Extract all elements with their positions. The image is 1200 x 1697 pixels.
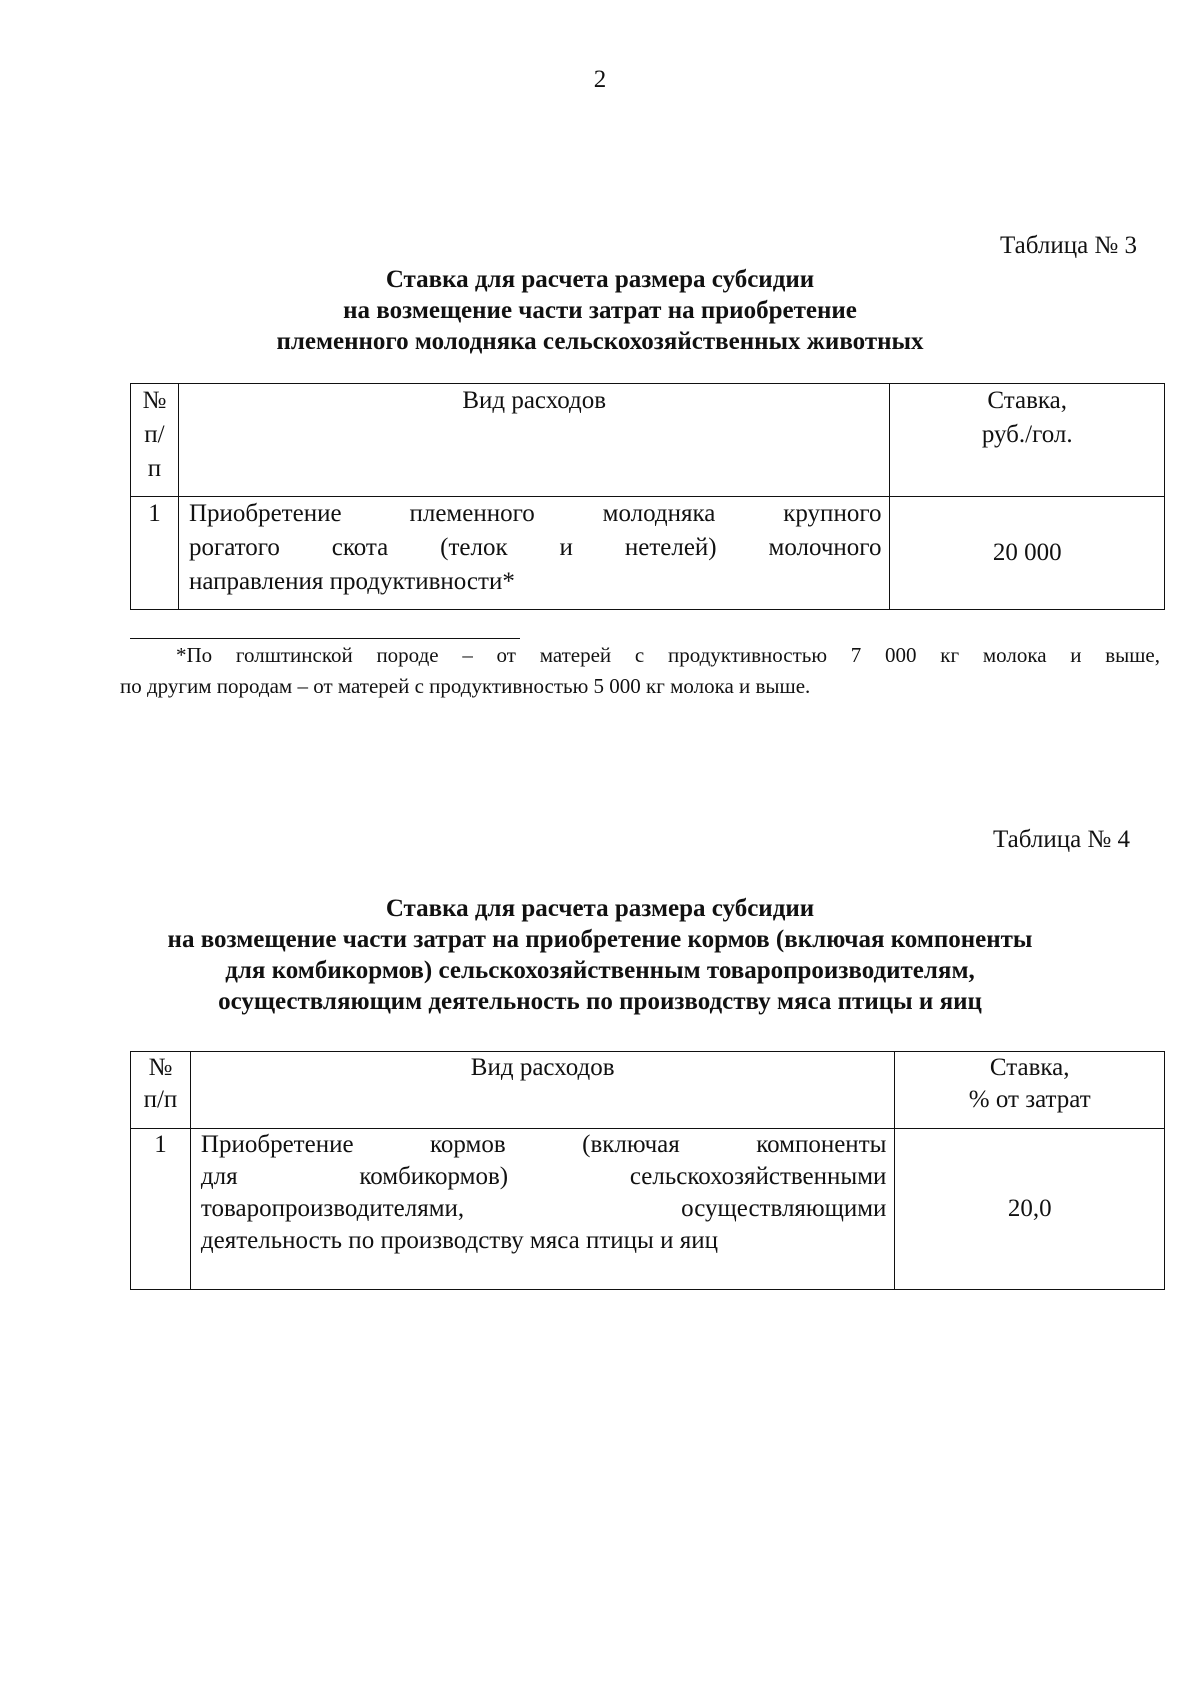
footnote-line: *По голштинской породе – от матерей с продуктивностью 7 000 кг молока и выше, bbox=[176, 643, 1160, 667]
header-expense-type: Вид расходов bbox=[190, 1052, 895, 1129]
description-line: рогатого скота (телок и нетелей) молочного bbox=[188, 534, 882, 561]
row-rate: 20,0 bbox=[895, 1129, 1165, 1290]
header-rate-line: % от затрат bbox=[968, 1086, 1091, 1113]
header-rate bbox=[895, 1052, 1165, 1129]
row-description bbox=[178, 497, 890, 610]
table-4-label: Таблица № 4 bbox=[993, 826, 1131, 853]
header-number bbox=[131, 1052, 191, 1129]
page-number: 2 bbox=[593, 66, 607, 93]
header-number-line: п/п bbox=[143, 1086, 178, 1113]
description-line: направления продуктивности* bbox=[188, 568, 515, 595]
title-line: Ставка для расчета размера субсидии bbox=[385, 895, 815, 922]
title-line: на возмещение части затрат на приобретение кормов (включая компоненты bbox=[167, 926, 1033, 953]
row-description bbox=[190, 1129, 895, 1290]
description-line: Приобретение племенного молодняка крупного bbox=[188, 500, 882, 527]
table-3-title bbox=[0, 264, 1200, 357]
table-3 bbox=[130, 383, 1165, 610]
row-number: 1 bbox=[131, 1129, 191, 1290]
header-number-line: № bbox=[142, 387, 167, 414]
table-4 bbox=[130, 1051, 1165, 1290]
footnote-line: по другим породам – от матерей с продуктивностью 5 000 кг молока и выше. bbox=[120, 674, 811, 698]
table-row bbox=[131, 1129, 1165, 1290]
header-number-line: п bbox=[147, 455, 162, 482]
title-line: на возмещение части затрат на приобретение bbox=[343, 297, 857, 324]
header-rate-line: Ставка, bbox=[987, 387, 1068, 414]
description-line: Приобретение кормов (включая компоненты bbox=[200, 1131, 887, 1158]
header-number bbox=[131, 384, 179, 497]
title-line: для комбикормов) сельскохозяйственным товаропроизводителям, bbox=[225, 957, 975, 984]
footnote bbox=[120, 640, 1160, 702]
title-line: осуществляющим деятельность по производству мяса птицы и яиц bbox=[218, 988, 982, 1015]
table-header-row bbox=[131, 1052, 1165, 1129]
header-rate bbox=[890, 384, 1165, 497]
table-3-label: Таблица № 3 bbox=[1000, 232, 1138, 259]
description-line: деятельность по производству мяса птицы и яиц bbox=[200, 1227, 718, 1254]
header-expense-type: Вид расходов bbox=[178, 384, 890, 497]
header-number-line: № bbox=[148, 1054, 173, 1081]
title-line: Ставка для расчета размера субсидии bbox=[385, 266, 815, 293]
header-rate-line: руб./гол. bbox=[981, 421, 1073, 448]
table-row bbox=[131, 497, 1165, 610]
description-line: товаропроизводителями, осуществляющими bbox=[200, 1195, 887, 1222]
footnote-divider bbox=[130, 638, 520, 639]
header-number-line: п/ bbox=[144, 421, 165, 448]
table-4-title bbox=[0, 893, 1200, 1017]
description-line: для комбикормов) сельскохозяйственными bbox=[200, 1163, 887, 1190]
row-rate: 20 000 bbox=[890, 497, 1165, 610]
header-rate-line: Ставка, bbox=[989, 1054, 1070, 1081]
title-line: племенного молодняка сельскохозяйственных животных bbox=[276, 328, 924, 355]
table-header-row bbox=[131, 384, 1165, 497]
row-number: 1 bbox=[131, 497, 179, 610]
